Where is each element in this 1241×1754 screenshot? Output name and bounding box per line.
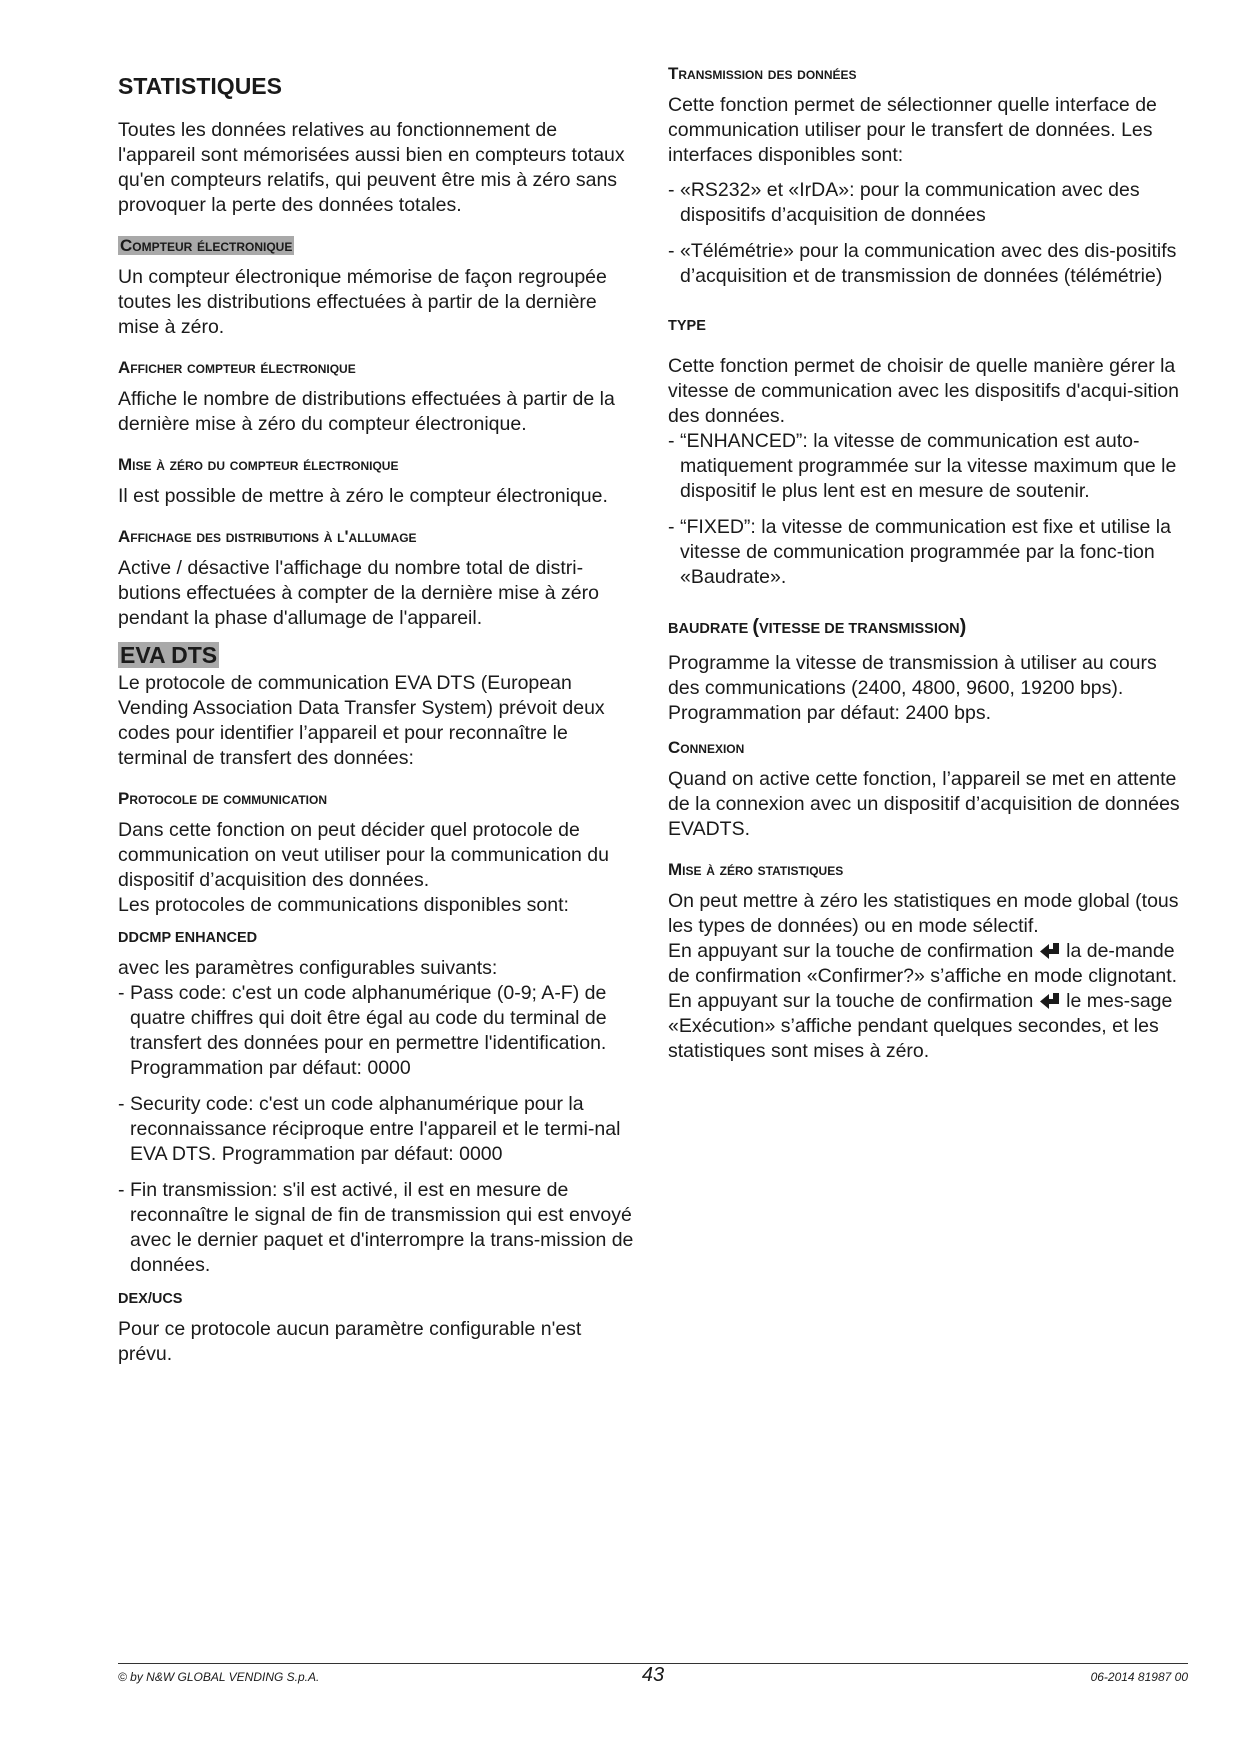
type-heading: TYPE [668, 318, 706, 334]
connexion-heading: Connexion [668, 738, 745, 757]
compteur-text: Un compteur électronique mémorise de façon regroupée toutes les distributions effectuées à partir de la dernière mise à zéro. [118, 266, 607, 338]
baudrate-text: Programme la vitesse de transmission à utiliser au cours des communications (2400, 4800, 9600, 19200 bps). Programmation par défaut: 2400 bps. [668, 652, 1157, 724]
footer-copyright: © by N&W GLOBAL VENDING S.p.A. [118, 1670, 320, 1684]
statistiques-title: STATISTIQUES [118, 73, 282, 99]
misestat-text3: En appuyant sur la touche de confirmation le mes-sage «Exécution» s’affiche pendant quelques secondes, et les statistiques sont mises à zéro. [668, 990, 1173, 1062]
type-list [668, 429, 1193, 590]
list-item: - «RS232» et «IrDA»: pour la communication avec des dispositifs d’acquisition de données [668, 178, 1193, 228]
misestat-text2: En appuyant sur la touche de confirmation la de-mande de confirmation «Confirmer?» s’affiche en mode clignotant. [668, 940, 1178, 987]
list-item: - “ENHANCED”: la vitesse de communication est auto-matiquement programmée sur la vitesse maximum que le dispositif le plus lent est en mesure de soutenir. [668, 429, 1193, 504]
protocole-heading: Protocole de communication [118, 789, 327, 808]
compteur-heading: Compteur électronique [120, 236, 293, 255]
mise-text: Il est possible de mettre à zéro le compteur électronique. [118, 485, 608, 507]
mise-heading: Mise à zéro du compteur électronique [118, 455, 399, 474]
list-item: - Fin transmission: s'il est activé, il est en mesure de reconnaître le signal de fin de transmission qui est envoyé avec le dernier paquet et d'interrompre la trans-mission de données. [118, 1178, 638, 1278]
protocole-text2: Les protocoles de communications disponibles sont: [118, 894, 569, 916]
dex-heading: DEX/UCS [118, 1291, 183, 1307]
ddcmp-text: avec les paramètres configurables suivants: [118, 957, 498, 979]
list-item: - Pass code: c'est un code alphanumérique (0-9; A-F) de quatre chiffres qui doit être égal au code du terminal de transfert des données pour en permettre l'identification. Programmation par défaut: 0000 [118, 981, 638, 1081]
list-item: - «Télémétrie» pour la communication avec des dis-positifs d’acquisition et de transmission de données (télémétrie) [668, 239, 1193, 289]
transmission-list [668, 178, 1193, 289]
affichage-heading: Affichage des distributions à l'allumage [118, 527, 417, 546]
dex-text: Pour ce protocole aucun paramètre configurable n'est prévu. [118, 1318, 582, 1365]
afficher-heading: Afficher compteur électronique [118, 358, 356, 377]
page-number: 43 [641, 1664, 665, 1686]
page-footer [118, 1663, 1188, 1686]
eva-title: EVA DTS [120, 642, 218, 668]
enter-key-icon [1039, 942, 1061, 960]
connexion-text: Quand on active cette fonction, l’appareil se met en attente de la connexion avec un dispositif d’acquisition de données EVADTS. [668, 768, 1180, 840]
transmission-heading: Transmission des données [668, 64, 857, 83]
protocole-text: Dans cette fonction on peut décider quel protocole de communication on veut utiliser pour la communication du dispositif d’acquisition des données. [118, 819, 609, 891]
misestat-heading: Mise à zéro statistiques [668, 860, 844, 879]
right-column [668, 62, 1193, 1064]
type-text: Cette fonction permet de choisir de quelle manière gérer la vitesse de communication avec les dispositifs d'acqui-sition des données. [668, 355, 1179, 427]
enter-key-icon [1039, 992, 1061, 1010]
list-item: - Security code: c'est un code alphanumérique pour la reconnaissance réciproque entre l'appareil et le termi-nal EVA DTS. Programmation par défaut: 0000 [118, 1092, 638, 1167]
misestat-text1: On peut mettre à zéro les statistiques en mode global (tous les types de données) ou en mode sélectif. [668, 890, 1179, 937]
affichage-text: Active / désactive l'affichage du nombre total de distri-butions effectuées à compter de la dernière mise à zéro pendant la phase d'allumage de l'appareil. [118, 557, 599, 629]
ddcmp-heading: DDCMP ENHANCED [118, 930, 258, 946]
afficher-text: Affiche le nombre de distributions effectuées à partir de la dernière mise à zéro du compteur électronique. [118, 388, 615, 435]
left-column [118, 62, 638, 1367]
eva-text: Le protocole de communication EVA DTS (European Vending Association Data Transfer System) prévoit deux codes pour identifier l’appareil et pour reconnaître le terminal de transfert des données: [118, 672, 605, 769]
list-item: - “FIXED”: la vitesse de communication est fixe et utilise la vitesse de communication programmée par la fonc-tion «Baudrate». [668, 515, 1193, 590]
transmission-text: Cette fonction permet de sélectionner quelle interface de communication utiliser pour le transfert de données. Les interfaces disponibles sont: [668, 94, 1157, 166]
statistiques-intro: Toutes les données relatives au fonctionnement de l'appareil sont mémorisées aussi bien en compteurs totaux qu'en compteurs relatifs, qui peuvent être mis à zéro sans provoquer la perte des données totales. [118, 119, 625, 216]
ddcmp-list [118, 981, 638, 1278]
footer-doc-code: 06-2014 81987 00 [1090, 1670, 1188, 1684]
baudrate-heading: BAUDRATE (VITESSE DE TRANSMISSION) [668, 616, 967, 638]
